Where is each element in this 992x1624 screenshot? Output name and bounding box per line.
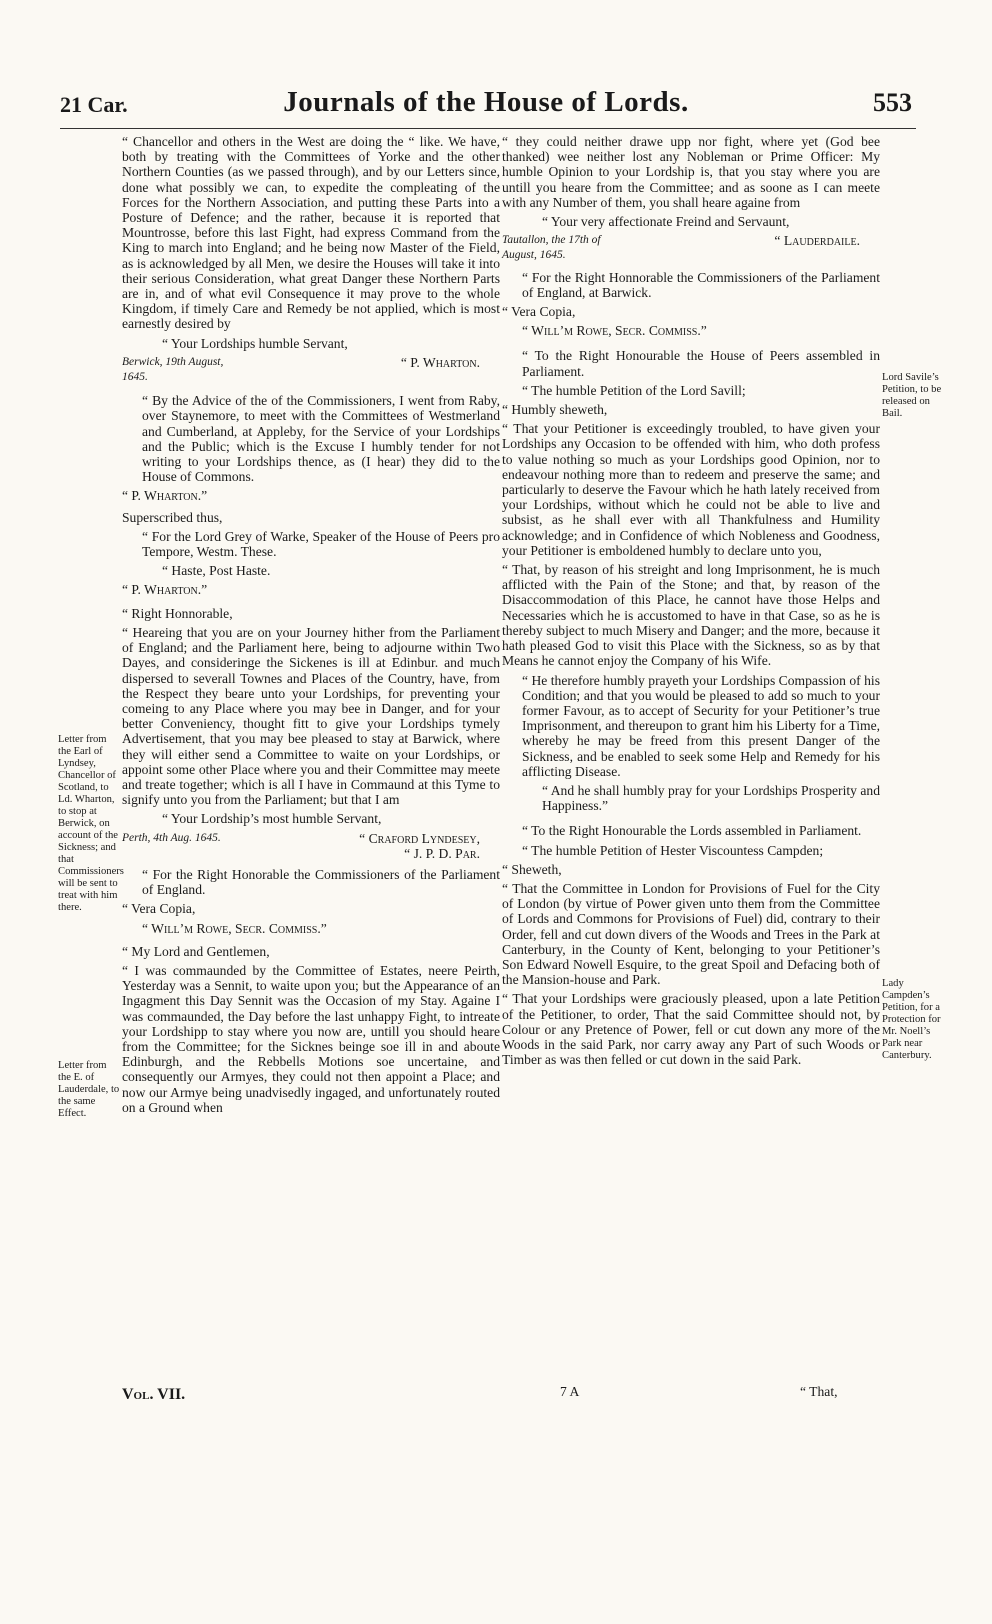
signature-block [122,355,500,385]
margin-note-savile-petition: Lord Savile’s Petition, to be released on Bail. [882,372,942,419]
right-column [502,134,880,1071]
signature-line: “ Your Lordship’s most humble Servant, [162,811,382,827]
page-number: 553 [873,88,912,117]
signature-mark: 7 A [560,1384,580,1399]
petition-paragraph: “ That the Committee in London for Provisions of Fuel for the City of London (by virtue of Power given unto them from the Committee of Lords and Commons for Provisions of Fuel) did, contrary to their Order, fell and cut down divers of the Woods and Trees in the Park at Canterbury, in the County of Kent, belonging to your Petitioner’s Son Edward Nowell Esquire, to the great Spoil and Defacing both of the Mansion-house and Park. [502,880,880,988]
signatory: “ P. Wharton.” [122,488,208,504]
petition-paragraph: “ That your Petitioner is exceedingly troubled, to have given your Lordships any Occasion to be offended with him, who doth profess to value nothing so much as your Lordships good Opinion, nor to endeavour nothing more than to redeem and preserve the same; and particularly to deserve the Favour which he hath lately received from your Lordships, without which he could not be able to live and subsist, as he shall ever with all Thankfulness and Humility acknowledge; and in Confidence of which Nobleness and Goodness, your Petitioner is emboldened humbly to declare unto you, [502,421,880,558]
signatory: “ P. Wharton. [400,354,480,370]
signatory: “ P. Wharton.” [122,582,208,598]
signatory: “ Lauderdaile. [774,233,860,249]
regnal-year: 21 Car. [60,92,128,117]
haste-line: “ Haste, Post Haste. [162,563,271,579]
signatory: “ J. P. D. Par. [404,845,480,861]
signature-block [502,233,880,263]
secretary-line: “ Will’m Rowe, Secr. Commiss.” [142,920,327,936]
margin-note-lauderdale-letter: Letter from the E. of Lauderdale, to the same Effect. [58,1060,120,1119]
letter-paragraph: “ Heareing that you are on your Journey hither from the Parliament of England; and the Parliament here, being to adjourne within Two Dayes, and consideringe the Sickenes is ill at Edinbur. and much dispersed to severall Townes and Places of the Country, have, from the Respect they beare unto your Lordships, for preventing your comeing to any Place where you may bee in Danger, and for your better Conveniency, thought fitt to give your Lordships tymely Advertisement, that you may bee pleased to stay at Barwick, where they will either send a Committee to waite on your Lordships, or appoint some other Place where you and their Committee may meete and treate together; which is all I have in Commaund at this Tyme to signify unto you from the Parliament; but that I am [122,624,500,808]
petition-paragraph: “ That your Lordships were graciously pleased, upon a late Petition of the Petitioner, to order, That the said Committee should not, by Colour or any Pretence of Power, fell or cut down any more of the Woods in the said Park, nor carry away any Part of such Woods or Timber as was then felled or cut down in the said Park. [502,991,880,1068]
margin-note-lyndsey-letter: Letter from the Earl of Lyndsey, Chancellor of Scotland, to Ld. Wharton, to stop at Berwick, on account of the Sickness; and that Commissioners will be sent to treat with him there. [58,734,124,913]
petition-paragraph: “ He therefore humbly prayeth your Lordships Compassion of his Condition; and that you would be pleased to add so much to your former Favour, as to accept of Security for your Petitioner’s true Imprisonment, and thereupon to grant him his Liberty for a Time, whereby he may be freed from this present Danger of the Sickness, and be enabled to seek some Help and Remedy for his afflicting Disease. [522,672,880,779]
vera-copia: “ Vera Copia, [502,304,576,320]
letter-paragraph: “ they could neither drawe upp nor fight, where yet (God bee thanked) wee neither lost any Nobleman or Prime Officer: My humble Opinion to your Lordship is, that you stay where you are untill you heare from the Committee; and as soone as I can meete with any Number of them, you shall heare againe from [502,134,880,210]
header-rule [60,128,916,129]
superscription: Superscribed thus, [122,509,223,525]
catchword: “ That, [800,1384,838,1399]
margin-note-campden-petition: Lady Campden’s Petition, for a Protection for Mr. Noell’s Park near Canterbury. [882,978,941,1061]
letter-paragraph: “ Chancellor and others in the West are doing the “ like. We have, both by treating with the Committees of Yorke and the other Northern Counties (as we passed through), and by our Letters since, done what possibly we can, to expedite the compleating of the Forces for the Northern Association, and putting these Parts into a Posture of Defence; and the rather, because it is reported that Mountrosse, before this last Fight, had express Command from the King to march into England; and he being now Master of the Field, as is acknowledged by all Men, we desire the Houses will take it into their serious Consideration, what great Danger these Northern Parts are in, and of what evil Consequence it may prove to the whole Kingdom, if timely Care and Remedy be not applied, which is most earnestly desired by [122,134,500,332]
place-date: Tautallon, the 17th of August, 1645. [502,234,601,262]
petition-prayer: “ And he shall humbly pray for your Lordships Prosperity and Happiness.” [542,782,880,814]
address-line: “ For the Right Honorable the Commissioners of the Parliament of England. [142,866,500,898]
left-column [122,134,500,1119]
secretary-line: “ Will’m Rowe, Secr. Commiss.” [522,323,707,339]
petition-title: “ The humble Petition of Hester Viscountess Campden; [522,842,824,858]
signature-line: “ Your very affectionate Freind and Servaunt, [542,214,790,230]
petition-title: “ The humble Petition of the Lord Savill; [522,382,746,398]
address-line: “ For the Right Honnorable the Commissioners of the Parliament of England, at Barwick. [522,269,880,300]
vera-copia: “ Vera Copia, [122,901,196,917]
petition-address: “ To the Right Honourable the House of Peers assembled in Parliament. [522,348,880,379]
place-date: Berwick, 19th August, 1645. [122,355,224,384]
letter-paragraph: “ I was commaunded by the Committee of Estates, neere Peirth, Yesterday was a Sennit, to waite upon you; but the Appearance of an Ingagment this Day Sennit was the Occasion of my Stay. Againe I was commaunded, the Day before the last unhappy Fight, to intreate your Lordshipp to stay where you now are, untill you should heare from the Committee; for the Sicknes beinge soe ill in and aboute Edinburgh, and the Rebbells Motions soe uncertaine, and consequently our Armyes, they could not then appoint a Place; and now our Armye being unadvisedly ingaged, and unfortunately routed on a Ground when [122,962,500,1115]
volume-number: Vol. VII. [122,1386,186,1403]
page-header [60,86,912,126]
address-line: “ For the Lord Grey of Warke, Speaker of the House of Peers pro Tempore, Westm. These. [142,528,500,560]
salutation: “ My Lord and Gentlemen, [122,943,270,959]
journal-title: Journals of the House of Lords. [283,86,689,118]
place-date: Perth, 4th Aug. 1645. [122,831,221,844]
signature-block [122,831,500,861]
petition-sheweth: “ Humbly sheweth, [502,402,608,418]
petition-address: “ To the Right Honourable the Lords assembled in Parliament. [522,823,862,839]
signatory: “ Craford Lyndesey, [359,830,480,846]
salutation: “ Right Honnorable, [122,605,233,621]
petition-paragraph: “ That, by reason of his streight and long Imprisonment, he is much afflicted with the Pain of the Stone; and that, by reason of the Disaccommodation of this Place, he cannot have those Helps and Necessaries which he is accustomed to have in that Case, so as he is thereby subject to much Misery and Danger; and the more, because it hath pleased God to visit this Place with the Sickness, so as by that Means he cannot enjoy the Company of his Wife. [502,562,880,669]
signature-line: “ Your Lordships humble Servant, [162,335,348,351]
letter-paragraph: “ By the Advice of the of the Commissioners, I went from Raby, over Staynemore, to meet with the Committees of Westmerland and Cumberland, at Appleby, for the Service of your Lordships and the Public; which is the Excuse I humbly tender for not writing to your Lordships thence, as (I hear) they did to the House of Commons. [142,393,500,485]
petition-sheweth: “ Sheweth, [502,861,562,877]
